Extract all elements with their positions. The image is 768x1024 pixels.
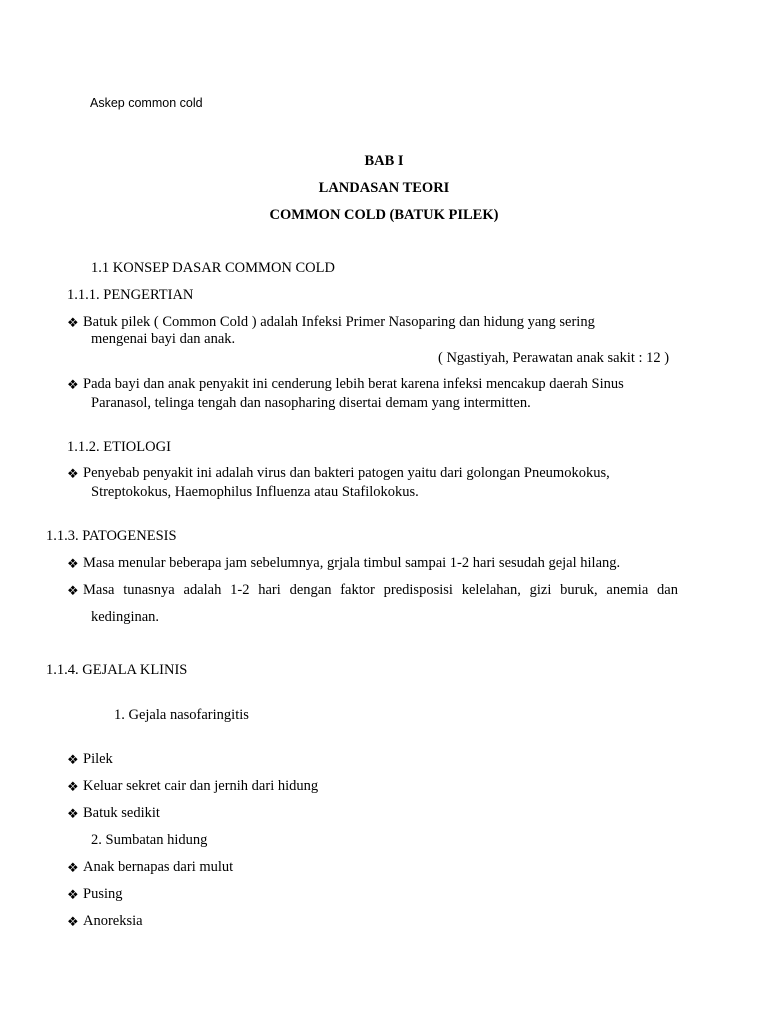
bullet-icon: ❖ (67, 887, 79, 902)
chapter-subtitle: LANDASAN TEORI (318, 180, 450, 196)
bullet-text: Pada bayi dan anak penyakit ini cenderung lebih berat karena infeksi mencakup daerah Sinus (83, 376, 624, 392)
list-item (67, 376, 624, 393)
bullet-icon: ❖ (67, 466, 79, 481)
numbered-item-1: 1. Gejala nasofaringitis (114, 707, 249, 723)
bullet-icon: ❖ (67, 377, 79, 392)
list-item (67, 913, 143, 930)
bullet-text: Anoreksia (83, 913, 143, 929)
subsection-heading-etiologi: 1.1.2. ETIOLOGI (67, 439, 171, 455)
citation: ( Ngastiyah, Perawatan anak sakit : 12 ) (438, 350, 670, 366)
list-item (67, 465, 610, 482)
topic-title: COMMON COLD (BATUK PILEK) (269, 207, 499, 223)
bullet-icon: ❖ (67, 315, 79, 330)
list-item (67, 314, 595, 331)
subsection-heading-patogenesis: 1.1.3. PATOGENESIS (46, 528, 177, 544)
list-item (67, 778, 318, 795)
list-item (67, 886, 123, 903)
list-item (67, 859, 233, 876)
bullet-text: Batuk sedikit (83, 805, 160, 821)
bullet-text: Masa menular beberapa jam sebelumnya, grjala timbul sampai 1-2 hari sesudah gejal hilang. (83, 555, 621, 571)
chapter-title: BAB I (364, 153, 404, 169)
bullet-text: Keluar sekret cair dan jernih dari hidung (83, 778, 319, 794)
section-heading-1-1: 1.1 KONSEP DASAR COMMON COLD (91, 260, 335, 276)
subsection-heading-gejala-klinis: 1.1.4. GEJALA KLINIS (46, 662, 188, 678)
bullet-text: Anak bernapas dari mulut (83, 859, 234, 875)
bullet-icon: ❖ (67, 556, 79, 571)
bullet-text: Masa tunasnya adalah 1-2 hari dengan faktor predisposisi kelelahan, gizi buruk, anemia dan (83, 582, 678, 598)
bullet-text: Pilek (83, 751, 113, 767)
list-item (67, 582, 678, 599)
bullet-icon: ❖ (67, 779, 79, 794)
subsection-heading-pengertian: 1.1.1. PENGERTIAN (67, 287, 194, 303)
bullet-icon: ❖ (67, 914, 79, 929)
bullet-text-continued: mengenai bayi dan anak. (91, 331, 236, 347)
list-item (67, 751, 113, 768)
bullet-icon: ❖ (67, 860, 79, 875)
bullet-icon: ❖ (67, 806, 79, 821)
bullet-text-continued: kedinginan. (91, 609, 160, 625)
bullet-icon: ❖ (67, 752, 79, 767)
bullet-icon: ❖ (67, 583, 79, 598)
bullet-text: Pusing (83, 886, 123, 902)
bullet-text: Batuk pilek ( Common Cold ) adalah Infeksi Primer Nasoparing dan hidung yang sering (83, 314, 595, 330)
list-item (67, 555, 620, 572)
bullet-text-continued: Paranasol, telinga tengah dan nasopharing disertai demam yang intermitten. (91, 395, 531, 411)
bullet-text: Penyebab penyakit ini adalah virus dan bakteri patogen yaitu dari golongan Pneumokokus, (83, 465, 610, 481)
document-header-note: Askep common cold (90, 96, 203, 110)
numbered-item-2: 2. Sumbatan hidung (91, 832, 208, 848)
bullet-text-continued: Streptokokus, Haemophilus Influenza atau Stafilokokus. (91, 484, 419, 500)
list-item (67, 805, 160, 822)
